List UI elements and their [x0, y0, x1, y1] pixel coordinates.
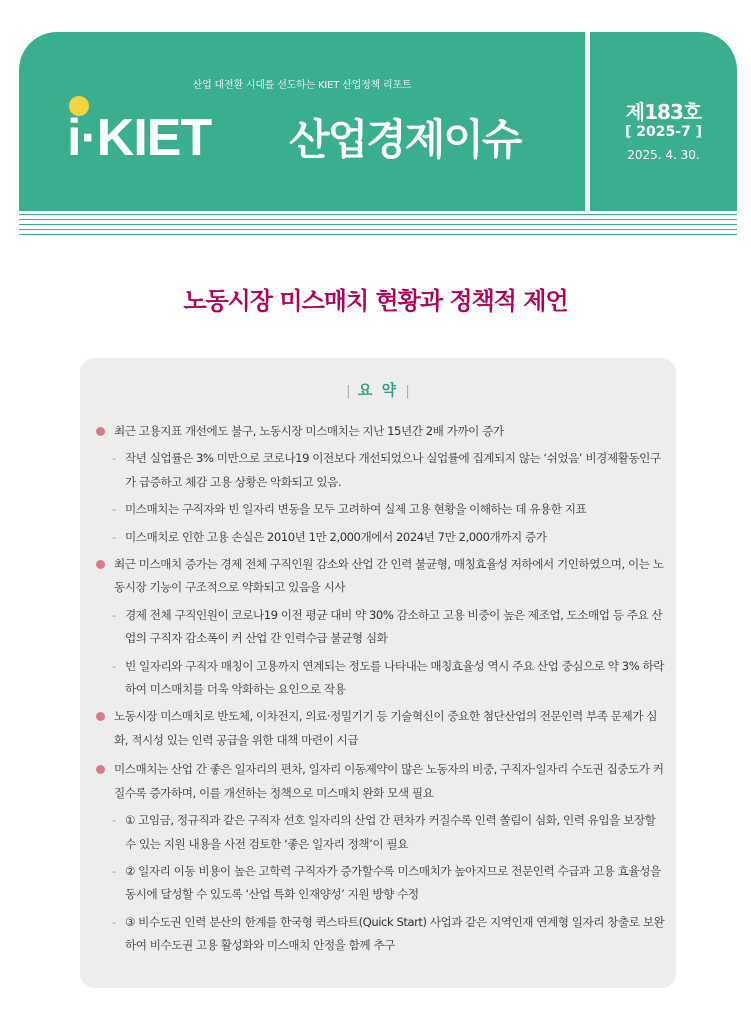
- bullet-icon: [96, 427, 105, 436]
- summary-subitem: [94, 498, 666, 521]
- summary-list: [94, 420, 666, 962]
- bullet-icon: [96, 560, 105, 569]
- summary-subitem-text: 빈 일자리와 구직자 매칭이 고용까지 연계되는 정도를 나타내는 매칭효율성 역시 주요 산업 중심으로 약 3% 하락하여 미스매치를 더욱 악화하는 요인으로 작용: [125, 658, 665, 697]
- header-rule: [19, 219, 737, 220]
- issue-number: 제183호: [625, 100, 702, 124]
- page-title: 노동시장 미스매치 현황과 정책적 제언: [183, 287, 568, 315]
- dash-icon: -: [112, 813, 116, 828]
- summary-item-text: 최근 미스매치 증가는 경제 전체 구직인원 감소와 산업 간 인력 불균형, 매칭효율성 저하에서 기인하였으며, 이는 노동시장 기능이 구조적으로 약화되고 있음을 시사: [114, 557, 664, 595]
- summary-subitem-text: ① 고임금, 정규직과 같은 구직자 선호 일자리의 산업 간 편차가 커질수록 인력 쏠림이 심화, 인력 유입을 보장할 수 있는 지원 내용을 사전 검토한 ‘좋은 일자리 정책’이 필요: [125, 813, 656, 851]
- issue-code: [ 2025-7 ]: [624, 124, 703, 140]
- summary-heading-text: 요 약: [357, 381, 399, 399]
- dash-icon: -: [112, 502, 116, 517]
- dash-icon: -: [112, 658, 116, 673]
- dash-icon: -: [112, 607, 116, 622]
- summary-subitem: [94, 911, 666, 958]
- summary-subitem: [94, 447, 666, 494]
- summary-subitem-text: 작년 실업률은 3% 미만으로 코로나19 이전보다 개선되었으나 실업률에 집계되지 않는 ‘쉬었음’ 비경제활동인구가 급증하고 체감 고용 상황은 악화되고 있음.: [125, 451, 661, 489]
- issue-info-panel: [590, 32, 737, 211]
- summary-subitem-text: 경제 전체 구직인원이 코로나19 이전 평균 대비 약 30% 감소하고 고용 비중이 높은 제조업, 도소매업 등 주요 산업의 구직자 감소폭이 커 산업 간 인력수급 불균형 심화: [125, 607, 663, 646]
- bullet-icon: [96, 765, 105, 774]
- summary-item: [94, 420, 666, 443]
- summary-subitem-text: ③ 비수도권 인력 분산의 한계를 한국형 퀵스타트(Quick Start) 사업과 같은 지역인재 연계형 일자리 창출로 보완하여 비수도권 고용 활성화와 미스매치 안정을 함께 추구: [125, 914, 665, 953]
- summary-subitem-text: 미스매치로 인한 고용 손실은 2010년 1만 2,000개에서 2024년 7만 2,000개까지 증가: [125, 529, 547, 544]
- summary-subitem-text: 미스매치는 구직자와 빈 일자리 변동을 모두 고려하여 실제 고용 현황을 이해하는 데 유용한 지표: [125, 502, 587, 517]
- dash-icon: -: [112, 863, 116, 878]
- header-rule: [19, 214, 737, 215]
- header-rule: [19, 229, 737, 230]
- bullet-icon: [96, 712, 105, 721]
- divider: |: [405, 384, 410, 399]
- header-rule: [19, 224, 737, 225]
- header-banner: [19, 32, 585, 211]
- summary-item: [94, 758, 666, 805]
- summary-subitem: [94, 526, 666, 549]
- logo-sub: 산업경제이슈: [289, 115, 521, 164]
- divider: |: [346, 384, 351, 399]
- summary-subitem: [94, 604, 666, 651]
- summary-subitem: [94, 860, 666, 907]
- dash-icon: -: [112, 914, 116, 929]
- summary-item-text: 노동시장 미스매치로 반도체, 이차전지, 의료·정밀기기 등 기술혁신이 중요한 첨단산업의 전문인력 부족 문제가 심화, 적시성 있는 인력 공급을 위한 대책 마련이 시급: [114, 709, 658, 747]
- summary-item-text: 미스매치는 산업 간 좋은 일자리의 편차, 일자리 이동제약이 많은 노동자의 비중, 구직자·일자리 수도권 집중도가 커질수록 증가하며, 이를 개선하는 정책으로 미스매치 완화 모색 필요: [114, 762, 664, 800]
- summary-subitem: [94, 809, 666, 856]
- summary-heading: [80, 379, 676, 400]
- header-tagline: 산업 대전환 시대를 선도하는 KIET 산업정책 리포트: [192, 80, 412, 91]
- dash-icon: -: [112, 529, 116, 544]
- issue-date: 2025. 4. 30.: [627, 148, 700, 162]
- summary-subitem-text: ② 일자리 이동 비용이 높은 고학력 구직자가 증가할수록 미스매치가 높아지므로 전문인력 수급과 고용 효율성을 동시에 달성할 수 있도록 ‘산업 특화 인재양성’ 지원 방향 수정: [125, 863, 661, 902]
- summary-box: [80, 358, 676, 988]
- summary-item: [94, 553, 666, 600]
- summary-item: [94, 705, 666, 752]
- summary-item-text: 최근 고용지표 개선에도 불구, 노동시장 미스매치는 지난 15년간 2배 가까이 증가: [114, 424, 504, 438]
- logo-main: i·KIET: [67, 109, 212, 167]
- header-rule: [19, 234, 737, 235]
- dash-icon: -: [112, 451, 116, 466]
- summary-subitem: [94, 655, 666, 702]
